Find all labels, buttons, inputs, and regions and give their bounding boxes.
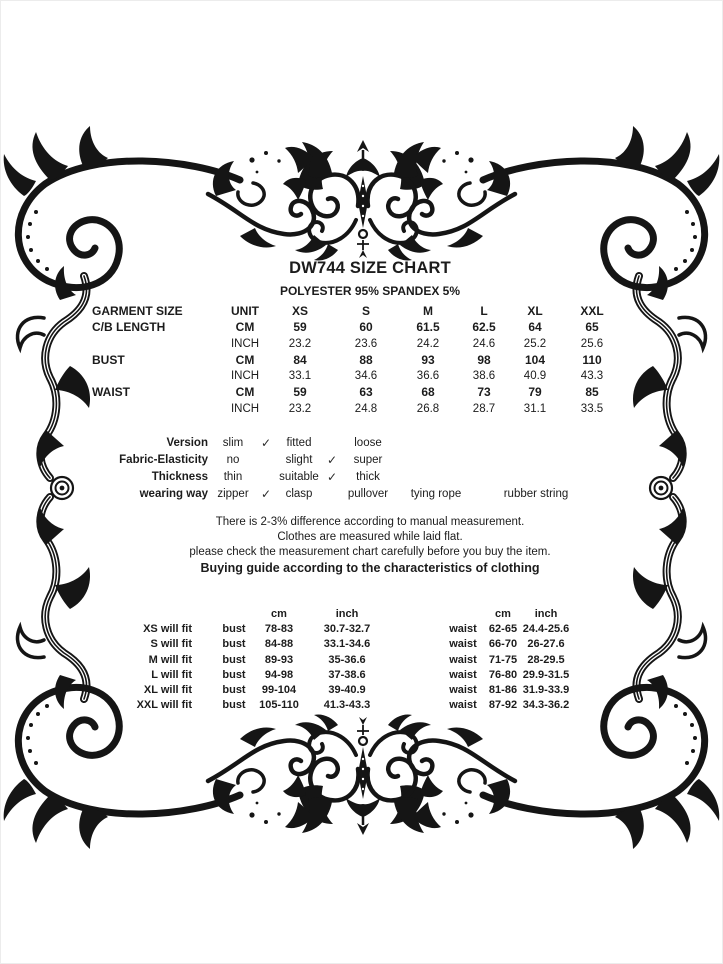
waist-label: waist xyxy=(449,699,477,712)
header-spacer xyxy=(210,607,258,622)
fit-size-label: L will fit xyxy=(151,668,192,681)
waist-cm-range: 62-65 xyxy=(488,623,518,636)
value-cell-s: 24.8 xyxy=(354,402,378,415)
unit-cell: CM xyxy=(235,385,255,400)
size-table-row xyxy=(92,336,623,352)
waist-inch-range: 24.4-25.6 xyxy=(522,623,570,636)
header-spacer xyxy=(0,607,192,622)
value-cell-xxl: 65 xyxy=(585,320,599,335)
value-cell-m: M xyxy=(423,304,433,318)
measurement-notes xyxy=(0,515,723,577)
value-cell-xxl: 43.3 xyxy=(580,370,604,383)
page-title: DW744 SIZE CHART xyxy=(289,259,451,277)
waist-inch-range: 28-29.5 xyxy=(527,653,565,666)
fit-table-row xyxy=(0,683,574,698)
value-cell-xl: 40.9 xyxy=(523,370,547,383)
fit-size-label: S will fit xyxy=(150,638,192,651)
fit-table-row xyxy=(0,622,574,637)
bust-inch-range: 37-38.6 xyxy=(328,668,366,681)
value-cell-s: 23.6 xyxy=(354,337,378,350)
attribute-option: tying rope xyxy=(410,488,462,500)
value-cell-xs: 23.2 xyxy=(288,402,312,415)
value-cell-xxl: 85 xyxy=(585,385,599,400)
value-cell-xl: XL xyxy=(527,304,543,318)
value-cell-l: 98 xyxy=(477,352,491,367)
attribute-option xyxy=(396,469,476,486)
waist-cm-range: 81-86 xyxy=(488,683,518,696)
value-cell-xl: 79 xyxy=(528,385,542,400)
attribute-option: clasp xyxy=(285,488,313,500)
waist-cm-range: 66-70 xyxy=(488,638,518,651)
fit-table-rows xyxy=(0,622,574,713)
bust-cm-range: 99-104 xyxy=(261,683,297,696)
checkmark-icon: ✓ xyxy=(326,470,338,484)
inch-header: inch xyxy=(335,608,359,620)
value-cell-xs: 59 xyxy=(293,385,307,400)
attribute-label: Version xyxy=(166,437,208,449)
waist-inch-range: 26-27.6 xyxy=(527,638,565,651)
fit-table-row xyxy=(0,698,574,713)
attribute-option xyxy=(476,469,596,486)
size-row-label xyxy=(92,368,225,384)
bust-inch-range: 41.3-43.3 xyxy=(323,699,371,712)
attribute-option xyxy=(396,435,476,452)
waist-inch-range: 34.3-36.2 xyxy=(522,699,570,712)
fabric-composition: POLYESTER 95% SPANDEX 5% xyxy=(279,284,461,298)
size-row-label: WAIST xyxy=(92,385,130,400)
waist-label: waist xyxy=(449,668,477,681)
value-cell-xs: 59 xyxy=(293,320,307,335)
value-cell-s: 63 xyxy=(359,385,373,400)
bust-inch-range: 33.1-34.6 xyxy=(323,638,371,651)
fit-guide-table xyxy=(0,607,574,713)
value-cell-xl: 31.1 xyxy=(523,402,547,415)
bust-label: bust xyxy=(222,653,246,666)
row-spacer xyxy=(394,668,438,683)
bust-label: bust xyxy=(222,638,246,651)
cm-header: cm xyxy=(495,608,511,620)
waist-inch-range: 29.9-31.5 xyxy=(522,668,570,681)
value-cell-l: 28.7 xyxy=(472,402,496,415)
fit-table-row xyxy=(0,668,574,683)
attribute-label: wearing way xyxy=(139,488,208,500)
attribute-option xyxy=(476,435,596,452)
unit-cell: INCH xyxy=(230,370,260,383)
size-row-label: BUST xyxy=(92,352,125,367)
size-row-label: C/B LENGTH xyxy=(92,320,166,335)
bust-label: bust xyxy=(222,623,246,636)
bust-cm-range: 84-88 xyxy=(264,638,294,651)
bust-cm-range: 94-98 xyxy=(264,668,294,681)
attribute-label: Thickness xyxy=(151,471,208,483)
checkmark-icon xyxy=(324,435,340,452)
value-cell-l: 73 xyxy=(477,385,491,400)
checkmark-icon: ✓ xyxy=(326,453,338,467)
note-line: There is 2-3% difference according to manual measurement. xyxy=(215,516,525,528)
size-row-label: GARMENT SIZE xyxy=(92,304,183,318)
size-table-row xyxy=(92,401,623,417)
value-cell-m: 36.6 xyxy=(416,370,440,383)
value-cell-s: 60 xyxy=(359,320,373,335)
size-row-label xyxy=(92,401,225,417)
value-cell-m: 68 xyxy=(421,385,435,400)
attribute-option: rubber string xyxy=(503,488,569,500)
bust-label: bust xyxy=(222,699,246,712)
row-spacer xyxy=(394,683,438,698)
value-cell-l: 38.6 xyxy=(472,370,496,383)
bust-inch-range: 35-36.6 xyxy=(328,653,366,666)
attribute-option: suitable xyxy=(279,471,319,483)
size-table-row xyxy=(92,384,623,400)
value-cell-xs: 84 xyxy=(293,352,307,367)
value-cell-xs: 23.2 xyxy=(288,337,312,350)
fit-table-header xyxy=(0,607,574,622)
buying-guide-heading: Buying guide according to the characteristics of clothing xyxy=(200,561,540,576)
attribute-label: Fabric-Elasticity xyxy=(119,454,208,466)
waist-cm-range: 87-92 xyxy=(488,699,518,712)
bust-cm-range: 78-83 xyxy=(264,623,294,636)
garment-size-table xyxy=(92,303,623,417)
attribute-row xyxy=(0,452,596,469)
checkmark-icon xyxy=(324,486,340,503)
waist-label: waist xyxy=(449,638,477,651)
row-spacer xyxy=(394,637,438,652)
size-table-row xyxy=(92,319,623,335)
bust-label: bust xyxy=(222,668,246,681)
note-line: please check the measurement chart carefully before you buy the item. xyxy=(189,545,551,558)
bust-cm-range: 105-110 xyxy=(259,699,299,712)
fit-table-row xyxy=(0,637,574,652)
header-spacer xyxy=(394,607,438,622)
bust-inch-range: 30.7-32.7 xyxy=(323,623,371,636)
attribute-option: fitted xyxy=(286,437,312,449)
value-cell-m: 24.2 xyxy=(416,337,440,350)
checkmark-icon: ✓ xyxy=(260,487,272,501)
fit-size-label: XS will fit xyxy=(143,623,192,636)
value-cell-xxl: 33.5 xyxy=(580,402,604,415)
size-table-row xyxy=(92,368,623,384)
bust-label: bust xyxy=(222,683,246,696)
unit-cell: UNIT xyxy=(231,304,259,318)
attributes-table xyxy=(0,435,596,503)
attribute-option xyxy=(476,452,596,469)
value-cell-s: 88 xyxy=(359,352,373,367)
attribute-option: slight xyxy=(285,454,313,466)
inch-header: inch xyxy=(534,608,558,620)
fit-size-label: M will fit xyxy=(148,653,192,666)
fit-size-label: XL will fit xyxy=(143,683,192,696)
value-cell-l: 62.5 xyxy=(472,320,496,335)
unit-cell: CM xyxy=(235,352,255,367)
attribute-row xyxy=(0,486,596,503)
checkmark-icon xyxy=(258,452,274,469)
size-table-row xyxy=(92,303,623,319)
value-cell-xs: 33.1 xyxy=(288,370,312,383)
unit-cell: INCH xyxy=(230,402,260,415)
value-cell-xl: 104 xyxy=(524,352,546,367)
attribute-option: slim xyxy=(222,437,244,449)
unit-cell: INCH xyxy=(230,337,260,350)
waist-inch-range: 31.9-33.9 xyxy=(522,683,570,696)
fit-size-label: XXL will fit xyxy=(136,699,192,712)
attribute-option: thick xyxy=(356,471,380,483)
bust-inch-range: 39-40.9 xyxy=(328,683,366,696)
waist-label: waist xyxy=(449,683,477,696)
value-cell-xxl: 25.6 xyxy=(580,337,604,350)
value-cell-xl: 25.2 xyxy=(523,337,547,350)
row-spacer xyxy=(394,622,438,637)
waist-label: waist xyxy=(449,653,477,666)
attribute-option: no xyxy=(226,454,240,466)
attribute-row xyxy=(0,435,596,452)
row-spacer xyxy=(394,653,438,668)
value-cell-s: 34.6 xyxy=(354,370,378,383)
value-cell-m: 93 xyxy=(421,352,435,367)
size-row-label xyxy=(92,336,225,352)
attribute-option: thin xyxy=(223,471,243,483)
waist-label: waist xyxy=(449,623,477,636)
checkmark-icon: ✓ xyxy=(260,436,272,450)
attribute-option xyxy=(396,452,476,469)
cm-header: cm xyxy=(271,608,287,620)
value-cell-xs: XS xyxy=(291,304,308,318)
bust-cm-range: 89-93 xyxy=(264,653,294,666)
waist-cm-range: 71-75 xyxy=(488,653,518,666)
header-spacer xyxy=(438,607,488,622)
value-cell-s: S xyxy=(361,304,370,318)
attribute-option: loose xyxy=(354,437,382,449)
fit-table-row xyxy=(0,653,574,668)
waist-cm-range: 76-80 xyxy=(488,668,518,681)
attribute-row xyxy=(0,469,596,486)
attribute-option: pullover xyxy=(347,488,389,500)
value-cell-m: 26.8 xyxy=(416,402,440,415)
note-line: Clothes are measured while laid flat. xyxy=(277,530,463,543)
value-cell-xxl: XXL xyxy=(580,304,604,318)
size-table-row xyxy=(92,352,623,368)
attribute-option: super xyxy=(353,454,383,466)
value-cell-xl: 64 xyxy=(528,320,542,335)
attribute-option: zipper xyxy=(217,488,249,500)
value-cell-l: L xyxy=(480,304,488,318)
value-cell-m: 61.5 xyxy=(416,320,440,335)
row-spacer xyxy=(394,698,438,713)
checkmark-icon xyxy=(258,469,274,486)
unit-cell: CM xyxy=(235,320,255,335)
value-cell-xxl: 110 xyxy=(582,352,602,367)
value-cell-l: 24.6 xyxy=(472,337,496,350)
